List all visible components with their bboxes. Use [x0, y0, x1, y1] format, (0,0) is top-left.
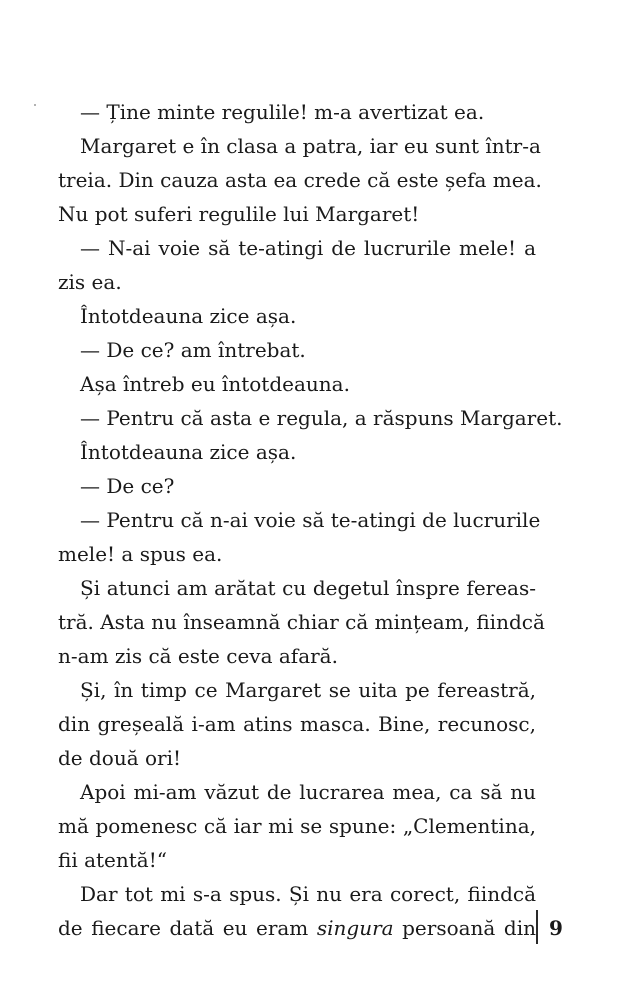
- text-line: mă pomenesc că iar mi se spune: „Clementina,: [58, 814, 536, 838]
- text-line: n-am zis că este ceva afară.: [58, 644, 338, 668]
- page-number-rule: [536, 910, 538, 944]
- text-line: Margaret e în clasa a patra, iar eu sunt într-a: [80, 134, 541, 158]
- text-line: Nu pot suferi regulile lui Margaret!: [58, 202, 420, 226]
- text-line-last: [58, 911, 536, 945]
- text-line: Dar tot mi s-a spus. Și nu era corect, fiindcă: [80, 882, 536, 906]
- text-line: mele! a spus ea.: [58, 542, 223, 566]
- text-line: zis ea.: [58, 270, 122, 294]
- text-line: — De ce? am întrebat.: [80, 338, 306, 362]
- text-line: Întotdeauna zice așa.: [80, 304, 297, 328]
- text-line: din greșeală i-am atins masca. Bine, recunosc,: [58, 712, 536, 736]
- text-line: tră. Asta nu înseamnă chiar că mințeam, fiindcă: [58, 610, 545, 634]
- text-line: de două ori!: [58, 746, 182, 770]
- text-line: — De ce?: [80, 474, 175, 498]
- text-line: Întotdeauna zice așa.: [80, 440, 297, 464]
- text-line: — Pentru că n-ai voie să te-atingi de lucrurile: [80, 508, 541, 532]
- text-line: fii atentă!“: [58, 848, 167, 872]
- text-line: treia. Din cauza asta ea crede că este șefa mea.: [58, 168, 542, 192]
- text-line: Și atunci am arătat cu degetul înspre fereas-: [80, 576, 536, 600]
- text-line: — N-ai voie să te-atingi de lucrurile mele! a: [80, 236, 536, 260]
- text-line: Apoi mi-am văzut de lucrarea mea, ca să nu: [80, 780, 536, 804]
- text-fragment: de fiecare dată eu eram: [58, 916, 317, 940]
- text-line: Și, în timp ce Margaret se uita pe fereastră,: [80, 678, 536, 702]
- page-number: 9: [549, 916, 563, 940]
- emphasized-word: singura: [316, 916, 394, 940]
- text-line: — Ține minte regulile! m-a avertizat ea.: [80, 100, 485, 124]
- paper-speck: [34, 104, 36, 106]
- text-line: Așa întreb eu întotdeauna.: [80, 372, 350, 396]
- text-fragment: persoană din: [393, 916, 537, 940]
- text-line: — Pentru că asta e regula, a răspuns Margaret.: [80, 406, 563, 430]
